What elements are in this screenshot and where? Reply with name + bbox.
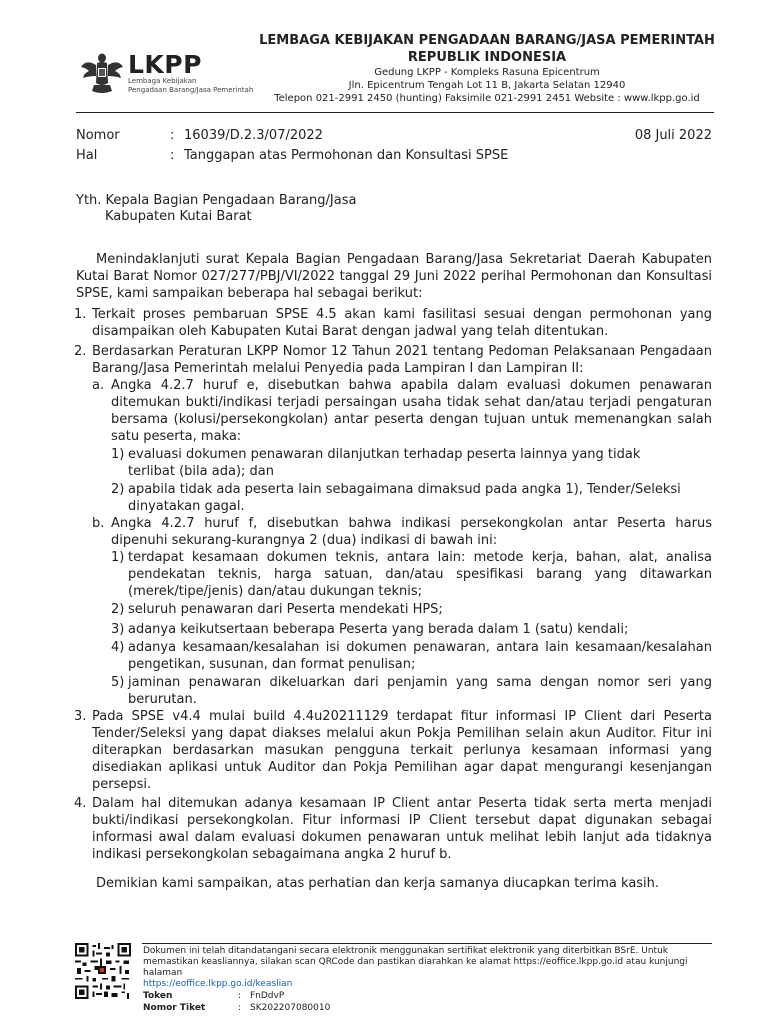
footer-signature-notice	[143, 946, 713, 1014]
list-item-2: 2. Berdasarkan Peraturan LKPP Nomor 12 Tahun 2021 tentang Pedoman Pelaksanaan Pengadaan Barang/Jasa Pemerintah melalui Penyedia pada Lampiran I dan Lampiran II:	[74, 344, 712, 376]
lkpp-logo-text: LKPP	[128, 50, 202, 79]
qr-code-icon	[75, 943, 131, 999]
list-item-2b-3: 3) adanya keikutsertaan beberapa Peserta yang berada dalam 1 (satu) kendali;	[111, 622, 629, 637]
token-value: FnDdvP	[250, 991, 285, 1001]
list-item-2a-2: 2) apabila tidak ada peserta lain sebagaimana dimaksud pada angka 1), Tender/Seleksi dinyatakan gagal.	[111, 482, 681, 514]
list-item-2b-5: 5) jaminan penawaran dikeluarkan dari penjamin yang sama dengan nomor seri yang berurutan.	[111, 675, 712, 707]
garuda-emblem-icon	[80, 49, 124, 97]
letter-date: 08 Juli 2022	[634, 128, 712, 143]
country-name: REPUBLIK INDONESIA	[407, 50, 567, 65]
footer-notice-text: Dokumen ini telah ditandatangani secara elektronik menggunakan sertifikat elektronik yang diterbitkan BSrE. Untuk memastikan keasliannya, silakan scan QRCode dan pastikan diarahkan ke alamat https://eoffice.lkpp.go.id atau kunjungi halaman	[143, 946, 688, 978]
list-item-2b-4: 4) adanya kesamaan/kesalahan isi dokumen penawaran, antara lain kesamaan/kesalahan pengetikan, susunan, dan format penulisan;	[111, 640, 712, 672]
nomor-label: Nomor	[76, 128, 120, 143]
closing-sentence: Demikian kami sampaikan, atas perhatian dan kerja samanya diucapkan terima kasih.	[96, 876, 660, 891]
ticket-row: Nomor Tiket : SK202207080010	[143, 1003, 331, 1013]
list-item-4: 4. Dalam hal ditemukan adanya kesamaan IP Client antar Peserta tidak serta merta menjadi bukti/indikasi persekongkolan. Fitur informasi IP Client tersebut dapat digunakan sebagai informasi awal dalam evaluasi dokumen penawaran untuk melihat lebih lanjut ada tidaknya indikasi persekongkolan sebagaimana angka 2 huruf b.	[74, 796, 712, 862]
list-item-2b-2: 2) seluruh penawaran dari Peserta mendekati HPS;	[111, 602, 443, 617]
token-row: Token : FnDdvP	[143, 991, 285, 1001]
address-line-1: Gedung LKPP - Kompleks Rasuna Epicentrum	[374, 67, 600, 78]
list-item-2b: b. Angka 4.2.7 huruf f, disebutkan bahwa indikasi persekongkolan antar Peserta harus dipenuhi sekurang-kurangnya 2 (dua) indikasi di bawah ini:	[92, 516, 712, 548]
nomor-value: 16039/D.2.3/07/2022	[184, 128, 323, 143]
address-line-2: Jln. Epicentrum Tengah Lot 11 B, Jakarta Selatan 12940	[348, 80, 626, 91]
list-item-3: 3. Pada SPSE v4.4 mulai build 4.4u20211129 terdapat fitur informasi IP Client dari Peserta Tender/Seleksi yang dapat diakses melalui akun Pokja Pemilihan selain akun Auditor. Fitur ini diterapkan berdasarkan masukan pengguna terkait perlunya kesamaan informasi yang disediakan aplikasi untuk Auditor dan Pokja Pemilihan agar dapat mengurangi kesenjangan persepsi.	[74, 709, 712, 792]
verification-link[interactable]: https://eoffice.lkpp.go.id/keaslian	[143, 979, 293, 989]
letterhead	[258, 32, 716, 105]
ticket-value: SK202207080010	[250, 1003, 331, 1013]
list-item-2b-1: 1) terdapat kesamaan dokumen teknis, antara lain: metode kerja, bahan, alat, analisa pendekatan teknis, harga satuan, dan/atau spesifikasi barang yang ditawarkan (merek/tipe/jenis) dan/atau dukungan teknis;	[111, 550, 712, 599]
recipient-line-2: Kabupaten Kutai Barat	[105, 209, 252, 224]
intro-paragraph: Menindaklanjuti surat Kepala Bagian Pengadaan Barang/Jasa Sekretariat Daerah Kabupaten Kutai Barat Nomor 027/277/PBJ/VI/2022 tanggal 29 Juni 2022 perihal Permohonan dan Konsultasi SPSE, kami sampaikan beberapa hal sebagai berikut:	[76, 252, 712, 301]
list-item-2a: a. Angka 4.2.7 huruf e, disebutkan bahwa apabila dalam evaluasi dokumen penawaran ditemukan bukti/indikasi terjadi persaingan usaha tidak sehat dan/atau terjadi pengaturan bersama (kolusi/persekongkolan) antar peserta dengan tujuan untuk memenangkan salah satu peserta, maka:	[92, 378, 712, 444]
list-item-1: 1. Terkait proses pembaruan SPSE 4.5 akan kami fasilitasi sesuai dengan permohonan yang disampaikan oleh Kabupaten Kutai Barat dengan jadwal yang telah ditentukan.	[74, 307, 712, 339]
letterhead-divider	[76, 112, 714, 113]
hal-value: Tanggapan atas Permohonan dan Konsultasi SPSE	[184, 148, 509, 163]
nomor-colon: :	[170, 128, 175, 143]
recipient-line-1: Yth. Kepala Bagian Pengadaan Barang/Jasa	[76, 193, 357, 208]
hal-colon: :	[170, 148, 175, 163]
lkpp-logo-subtitle: Lembaga Kebijakan Pengadaan Barang/Jasa Pemerintah	[128, 77, 254, 94]
institution-name: LEMBAGA KEBIJAKAN PENGADAAN BARANG/JASA PEMERINTAH	[259, 33, 715, 48]
list-item-2a-1: 1) evaluasi dokumen penawaran dilanjutkan terhadap peserta lainnya yang tidak terlibat (bila ada); dan	[111, 447, 641, 479]
hal-label: Hal	[76, 148, 98, 163]
contact-line: Telepon 021-2991 2450 (hunting) Faksimile 021-2991 2451 Website : www.lkpp.go.id	[274, 93, 700, 104]
footer-divider	[142, 943, 712, 944]
